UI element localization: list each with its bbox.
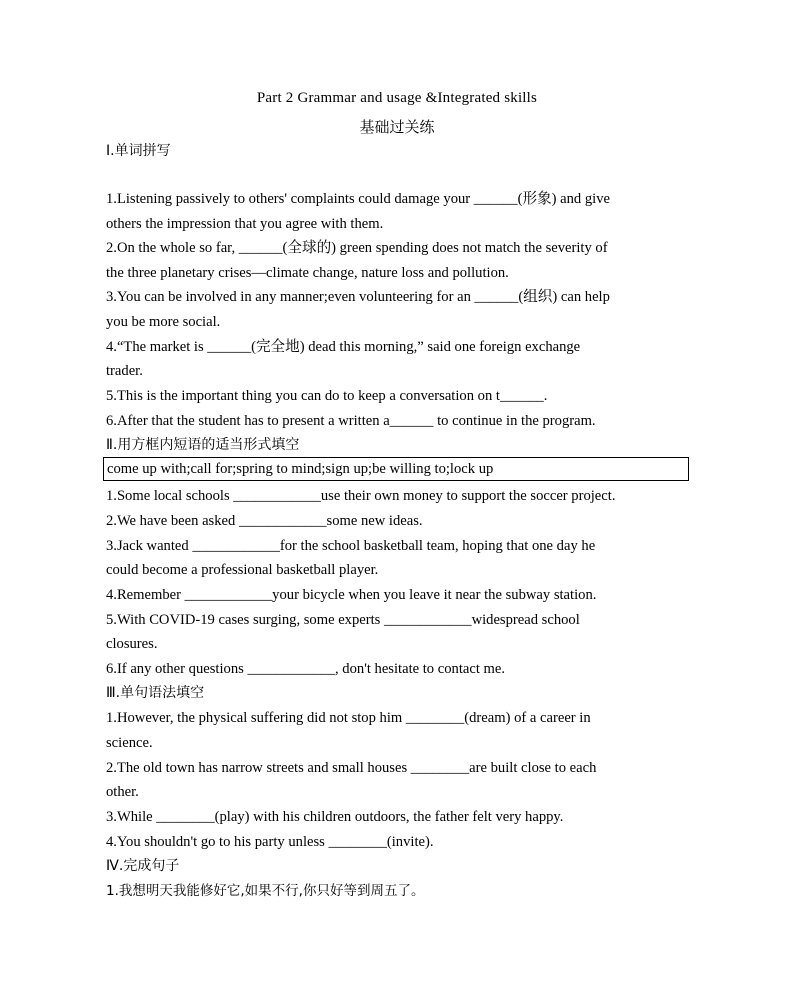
s2-line-8: 6.If any other questions ____________, don't hesitate to contact me. (106, 661, 506, 677)
section-1-heading: Ⅰ.单词拼写 (106, 143, 171, 159)
s1-line-8: trader. (106, 363, 143, 379)
s1-line-6: you be more social. (106, 314, 221, 330)
s2-line-7: closures. (106, 636, 158, 652)
phrase-box-text: come up with;call for;spring to mind;sign up;be willing to;lock up (107, 461, 494, 477)
page-title: Part 2 Grammar and usage &Integrated skills (256, 90, 538, 106)
section-3-heading: Ⅲ.单句语法填空 (106, 685, 205, 701)
s3-line-6: 4.You shouldn't go to his party unless ________(invite). (106, 834, 434, 850)
s3-line-5: 3.While ________(play) with his children outdoors, the father felt very happy. (106, 809, 564, 825)
s1-line-1: 1.Listening passively to others' complaints could damage your ______(形象) and give (106, 191, 610, 207)
s2-line-2: 2.We have been asked ____________some new ideas. (106, 513, 423, 529)
s1-line-7: 4.“The market is ______(完全地) dead this morning,” said one foreign exchange (106, 339, 581, 355)
s3-line-2: science. (106, 735, 153, 751)
s1-line-9: 5.This is the important thing you can do to keep a conversation on t______. (106, 388, 548, 404)
section-4-heading: Ⅳ.完成句子 (106, 858, 180, 874)
s1-line-4: the three planetary crises—climate change, nature loss and pollution. (106, 265, 509, 281)
s4-line-1: 1.我想明天我能修好它,如果不行,你只好等到周五了。 (106, 883, 425, 899)
s1-line-10: 6.After that the student has to present a written a______ to continue in the program. (106, 413, 596, 429)
s1-line-5: 3.You can be involved in any manner;even volunteering for an ______(组织) can help (106, 289, 610, 305)
page-subtitle: 基础过关练 (359, 118, 435, 136)
phrase-box (103, 457, 689, 481)
s3-line-3: 2.The old town has narrow streets and small houses ________are built close to each (106, 760, 597, 776)
s3-line-4: other. (106, 784, 139, 800)
s2-line-5: 4.Remember ____________your bicycle when you leave it near the subway station. (106, 587, 597, 603)
section-2-heading: Ⅱ.用方框内短语的适当形式填空 (106, 437, 300, 453)
s3-line-1: 1.However, the physical suffering did not stop him ________(dream) of a career in (106, 710, 591, 726)
s1-line-3: 2.On the whole so far, ______(全球的) green spending does not match the severity of (106, 240, 608, 256)
s2-line-1: 1.Some local schools ____________use their own money to support the soccer project. (106, 488, 616, 504)
s2-line-4: could become a professional basketball player. (106, 562, 379, 578)
s1-line-2: others the impression that you agree with them. (106, 216, 384, 232)
s2-line-6: 5.With COVID-19 cases surging, some experts ____________widespread school (106, 612, 580, 628)
s2-line-3: 3.Jack wanted ____________for the school basketball team, hoping that one day he (106, 538, 596, 554)
